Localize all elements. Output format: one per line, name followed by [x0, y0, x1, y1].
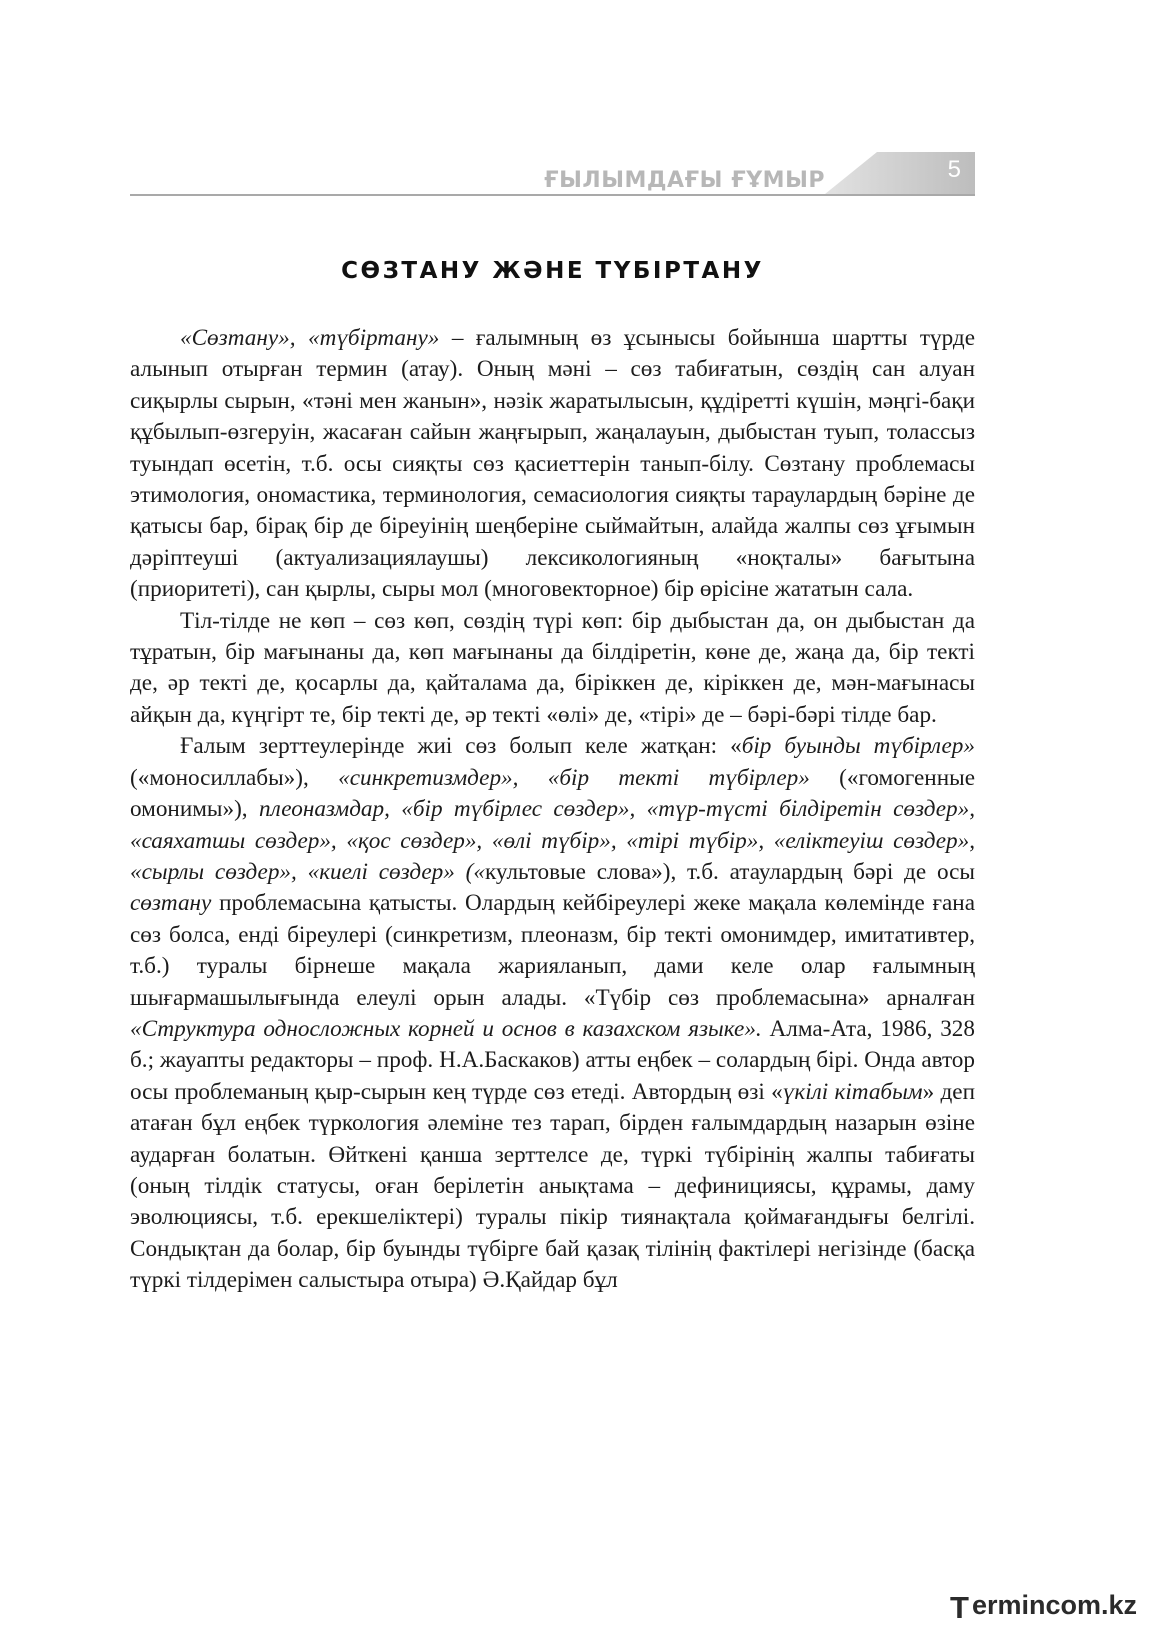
page-number: 5: [947, 156, 961, 183]
italic-run: бір буынды түбірлер»: [741, 733, 975, 760]
site-watermark-logo: [950, 1588, 1150, 1628]
italic-run: сөзтану: [130, 890, 212, 917]
text-run: » деп атаған бұл еңбек түркология әлеміне тез тарап, бірден ғалымдардың назарын өзіне аударған болатын. Өйткені қанша зерттелсе де, түркі түбірінің жалпы табиғаты (оның тілдік статусы, оған берілетін анықтама – дефинициясы, құрамы, даму эволюциясы, т.б. ерекшеліктері) туралы пікір тиянақтала қоймағандығы белгілі. Сондықтан да болар, бір буынды түбірге бай қазақ тілінің фактілері негізінде (басқа түркі тілдерімен салыстыра отыра) Ә.Қайдар бұл: [130, 1078, 976, 1294]
paragraph: [130, 606, 975, 732]
watermark-first-letter: T: [950, 1590, 969, 1625]
italic-run: плеоназмдар, «бір түбірлес сөздер», «түр-түсті білдіретін сөздер», «саяхатшы сөздер», «қос сөздер», «өлі түбір», «тірі түбір», «еліктеуіш сөздер», «сырлы сөздер», «киелі сөздер» («: [130, 796, 976, 885]
text-run: («моносиллабы»),: [130, 764, 339, 791]
watermark-text: ermincom.kz: [972, 1590, 1138, 1620]
italic-run: үкілі кітабым: [782, 1078, 923, 1105]
article-body: [130, 323, 975, 1297]
header-rule: [130, 194, 975, 196]
italic-run: «Сөзтану», «түбіртану»: [180, 325, 440, 351]
italic-run: «синкретизмдер», «бір текті түбірлер»: [338, 764, 810, 791]
paragraph: [130, 323, 975, 606]
text-run: Тіл-тілде не көп – сөз көп, сөздің түрі көп: бір дыбыстан да, он дыбыстан да тұратын, бір мағынаны да, көп мағынаны да білдіретін, көне де, жаңа да, бір текті де, әр текті де, қосарлы да, қайталама да, біріккен де, кіріккен де, мән-мағынасы айқын да, күңгірт те, бір текті де, әр текті «өлі» де, «тірі» де – бәрі-бәрі тілде бар.: [130, 607, 975, 728]
paragraph: [130, 731, 975, 1296]
chapter-title: СӨЗТАНУ ЖӘНЕ ТҮБІРТАНУ: [341, 258, 764, 284]
text-run: Алма-Ата, 1986, 328 б.; жауапты редакторы – проф. Н.А.Баскаков) атты еңбек – солардың бірі. Онда автор осы проблеманың қыр-сырын кең түрде сөз етеді. Автордың өзі «: [130, 1015, 975, 1105]
text-run: – ғалымның өз ұсынысы бойынша шартты түрде алынып отырған термин (атау). Оның мәні – сөз табиғатын, сөздің сан алуан сиқырлы сырын, «тәні мен жанын», нәзік жаратылысын, құдіретті күшін, мәңгі-бақи құбылып-өзгеруін, жасаған сайын жаңғырып, жаңалауын, дыбыстан туып, толассыз туындап өсетін, т.б. осы сияқты сөз қасиеттерін танып-білу. Сөзтану проблемасы этимология, ономастика, терминология, семасиология сияқты тараулардың бәріне де қатысы бар, бірақ бір де біреуінің шеңберіне сыймайтын, алайда жалпы сөз ұғымын дәріптеуші (актуализациялаушы) лексикологияның «ноқталы» бағытына (приоритеті), сан қырлы, сыры мол (многовекторное) бір өрісіне жататын сала.: [130, 325, 976, 603]
text-run: («гомогенные омонимы»),: [130, 764, 975, 823]
italic-run: «Структура односложных корней и основ в казахском языке».: [130, 1015, 762, 1042]
text-run: культовые слова»), т.б. атаулардың бәрі де осы: [484, 858, 975, 885]
running-header: [130, 150, 975, 196]
text-run: проблемасына қатысты. Олардың кейбіреулері жеке мақала көлемінде ғана сөз болса, енді біреулері (синкретизм, плеоназм, бір текті омонимдер, имитативтер, т.б.) туралы бірнеше мақала жарияланып, дами келе олар ғалымның шығармашылығында елеулі орын алады. «Түбір сөз проблемасына» арналған: [130, 890, 975, 1011]
page-number-tab: [825, 152, 975, 194]
running-title: ҒЫЛЫМДАҒЫ ҒҰМЫР: [544, 168, 825, 193]
text-run: Ғалым зерттеулерінде жиі сөз болып келе жатқан: «: [180, 733, 742, 760]
